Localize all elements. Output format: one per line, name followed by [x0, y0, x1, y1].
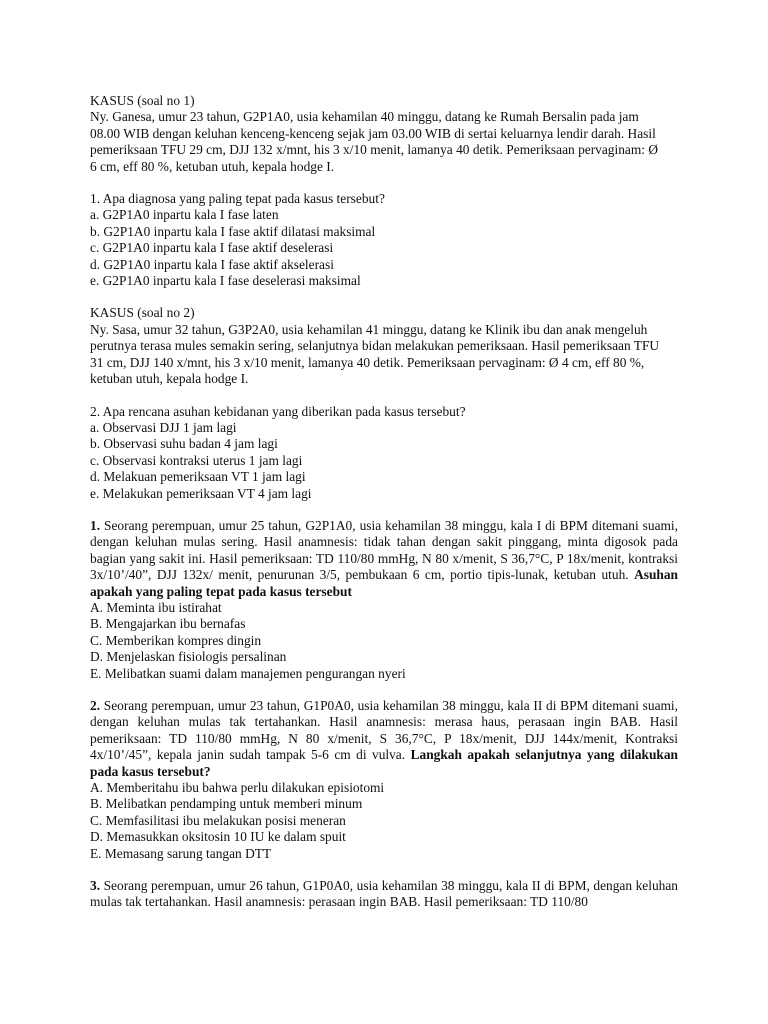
question-stem: Seorang perempuan, umur 25 tahun, G2P1A0, usia kehamilan 38 minggu, kala I di BPM ditemani suami, dengan keluhan mulas sering. Hasil anamnesis: tidak tahan dengan sakit pinggang, minta digosok pada bagian yang sakit ini. Hasil pemeriksaan: TD 110/80 mmHg, N 80 x/menit, S 36,7°C, P 18x/menit, kontraksi 3x/10’/40”, DJJ 132x/ menit, penurunan 3/5, pembukaan 6 cm, portio tipis-lunak, ketuban utuh. [90, 517, 678, 583]
case-2 [90, 305, 678, 387]
question-2 [90, 698, 678, 862]
answer-option: b. G2P1A0 inpartu kala I fase aktif dilatasi maksimal [90, 223, 376, 239]
answer-option: e. G2P1A0 inpartu kala I fase deselerasi maksimal [90, 273, 361, 289]
question-stem: Seorang perempuan, umur 26 tahun, G1P0A0, usia kehamilan 38 minggu, kala II di BPM, dengan keluhan mulas tak tertahankan. Hasil anamnesis: perasaan ingin BAB. Hasil pemeriksaan: TD 110/80 [90, 878, 678, 910]
case-2-title: KASUS (soal no 2) [90, 305, 195, 321]
question-3-body [90, 878, 678, 911]
case-1 [90, 93, 678, 175]
question-3 [90, 878, 678, 911]
answer-option: d. Melakuan pemeriksaan VT 1 jam lagi [90, 469, 306, 485]
case-1-line: Ny. Ganesa, umur 23 tahun, G2P1A0, usia kehamilan 40 minggu, datang ke Rumah Bersalin pada jam [90, 109, 639, 125]
answer-option: B. Melibatkan pendamping untuk memberi minum [90, 796, 363, 812]
answer-option: C. Memberikan kompres dingin [90, 632, 262, 648]
answer-option: a. G2P1A0 inpartu kala I fase laten [90, 207, 279, 223]
case-2-line: 31 cm, DJJ 140 x/mnt, his 3 x/10 menit, lamanya 40 detik. Pemeriksaan pervaginam: Ø 4 cm, eff 80 %, [90, 354, 645, 370]
case-1-line: pemeriksaan TFU 29 cm, DJJ 132 x/mnt, his 3 x/10 menit, lamanya 40 detik. Pemeriksaan pervaginam: Ø [90, 142, 659, 158]
answer-option: c. G2P1A0 inpartu kala I fase aktif deselerasi [90, 240, 334, 256]
answer-option: c. Observasi kontraksi uterus 1 jam lagi [90, 452, 303, 468]
answer-option: E. Melibatkan suami dalam manajemen pengurangan nyeri [90, 665, 406, 681]
question-2-body [90, 698, 678, 780]
case-2-question [90, 404, 678, 502]
case-2-line: ketuban utuh, kepala hodge I. [90, 371, 249, 387]
answer-option: D. Memasukkan oksitosin 10 IU ke dalam spuit [90, 829, 346, 845]
answer-option: b. Observasi suhu badan 4 jam lagi [90, 436, 278, 452]
case-1-title: KASUS (soal no 1) [90, 93, 195, 108]
answer-option: A. Meminta ibu istirahat [90, 599, 222, 615]
case-2-line: Ny. Sasa, umur 32 tahun, G3P2A0, usia kehamilan 41 minggu, datang ke Klinik ibu dan anak mengeluh [90, 321, 648, 337]
answer-option: B. Mengajarkan ibu bernafas [90, 616, 246, 632]
answer-option: C. Memfasilitasi ibu melakukan posisi meneran [90, 812, 346, 828]
case-1-line: 6 cm, eff 80 %, ketuban utuh, kepala hodge I. [90, 158, 335, 174]
question-prompt: Asuhan apakah yang paling tepat pada kasus tersebut [90, 567, 678, 599]
answer-option: D. Menjelaskan fisiologis persalinan [90, 649, 287, 665]
question-text: 1. Apa diagnosa yang paling tepat pada kasus tersebut? [90, 191, 385, 207]
answer-option: e. Melakukan pemeriksaan VT 4 jam lagi [90, 485, 312, 501]
case-1-question [90, 191, 678, 289]
question-number: 1. [90, 517, 101, 533]
question-number: 3. [90, 878, 101, 894]
answer-option: E. Memasang sarung tangan DTT [90, 845, 272, 861]
answer-option: A. Memberitahu ibu bahwa perlu dilakukan episiotomi [90, 780, 385, 796]
question-text: 2. Apa rencana asuhan kebidanan yang diberikan pada kasus tersebut? [90, 403, 466, 419]
question-number: 2. [90, 698, 101, 713]
question-stem: Seorang perempuan, umur 23 tahun, G1P0A0, usia kehamilan 38 minggu, kala II di BPM ditemani suami, dengan keluhan mulas tak tertahankan. Hasil anamnesis: merasa haus, perasaan ingin BAB. Hasil pemeriksaan: TD 110/80 mmHg, N 80 x/menit, S 36,7°C, P 18x/menit, DJJ 144x/menit, Kontraksi 4x/10’/45”, kepala janin sudah tampak 5-6 cm di vulva. [90, 698, 678, 763]
case-1-line: 08.00 WIB dengan keluhan kenceng-kenceng sejak jam 03.00 WIB di sertai keluarnya lendir darah. Hasil [90, 125, 656, 141]
answer-option: a. Observasi DJJ 1 jam lagi [90, 419, 237, 435]
question-1 [90, 518, 678, 682]
question-prompt: Langkah apakah selanjutnya yang dilakukan pada kasus tersebut? [90, 747, 678, 779]
answer-option: d. G2P1A0 inpartu kala I fase aktif akselerasi [90, 256, 334, 272]
case-2-line: perutnya terasa mules semakin sering, selanjutnya bidan melakukan pemeriksaan. Hasil pemeriksaan TFU [90, 338, 660, 354]
question-1-body [90, 518, 678, 600]
